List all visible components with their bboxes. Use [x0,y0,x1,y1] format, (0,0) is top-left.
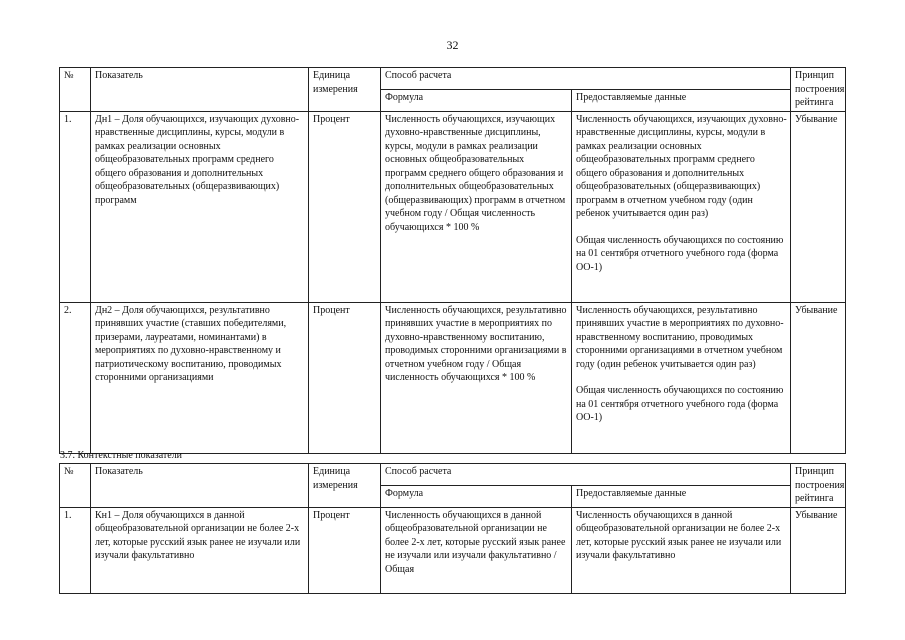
header-principle: Принцип построения рейтинга [791,464,846,508]
row-num: 1. [60,111,91,302]
row-formula: Численность обучающихся, изучающих духовно-нравственные дисциплины, курсы, модули в рамках реализации основных общеобразовательных программ среднего общего образования и дополнительных общеобразовательных (общеразвивающих) программ в отчетном учебном году / Общая численность обучающихся * 100 % [381,111,572,302]
table-row [60,111,846,302]
row-unit: Процент [309,507,381,593]
header-formula: Формула [381,89,572,111]
table-header-row-1 [60,68,846,90]
row-principle: Убывание [791,111,846,302]
header-indicator: Показатель [91,68,309,112]
table-row [60,302,846,453]
table-header-row-1 [60,464,846,486]
header-method: Способ расчета [381,68,791,90]
header-data: Предоставляемые данные [572,485,791,507]
row-data [572,302,791,453]
row-indicator: Дн1 – Доля обучающихся, изучающих духовно-нравственные дисциплины, курсы, модули в рамках реализации основных общеобразовательных программ среднего общего образования и дополнительных общеобразовательных (общеразвивающих) программ [91,111,309,302]
row-principle: Убывание [791,302,846,453]
row-data-part-2: Общая численность обучающихся по состоянию на 01 сентября отчетного учебного года (форма ОО-1) [576,234,784,273]
header-num: № [60,464,91,508]
header-unit: Единица измерения [309,464,381,508]
row-num: 2. [60,302,91,453]
row-data [572,111,791,302]
row-unit: Процент [309,111,381,302]
row-data: Численность обучающихся в данной общеобразовательной организации не более 2-х лет, которые русский язык ранее не изучали или изучали факультативно [572,507,791,593]
section-title: 3.7. Контекстные показатели [60,450,183,461]
row-data-part-1: Численность обучающихся, изучающих духовно-нравственные дисциплины, курсы, модули в рамках реализации основных общеобразовательных программ среднего общего образования и дополнительных общеобразовательных (общеразвивающих) программ в отчетном учебном году (один ребенок учитывается один раз) [576,113,787,219]
indicators-table [59,67,846,454]
context-indicators-table [59,463,846,594]
header-formula: Формула [381,485,572,507]
header-data: Предоставляемые данные [572,89,791,111]
row-formula: Численность обучающихся в данной общеобразовательной организации не более 2-х лет, которые русский язык ранее не изучали или изучали факультативно / Общая [381,507,572,593]
row-data-part-1: Численность обучающихся, результативно принявших участие в мероприятиях по духовно-нравственному воспитанию, проводимых сторонними организациями в отчетном учебном году (один ребенок учитывается один раз) [576,304,784,370]
row-indicator: Дн2 – Доля обучающихся, результативно принявших участие (ставших победителями, призерами, лауреатами, номинантами) в мероприятиях по духовно-нравственному и патриотическому воспитанию, проводимых сторонними организациями [91,302,309,453]
header-unit: Единица измерения [309,68,381,112]
header-indicator: Показатель [91,464,309,508]
page-number: 32 [446,38,459,52]
row-data-part-2: Общая численность обучающихся по состоянию на 01 сентября отчетного учебного года (форма ОО-1) [576,385,784,423]
row-indicator: Кн1 – Доля обучающихся в данной общеобразовательной организации не более 2-х лет, которые русский язык ранее не изучали или изучали факультативно [91,507,309,593]
row-formula: Численность обучающихся, результативно принявших участие в мероприятиях по духовно-нравственному воспитанию, проводимых сторонними организациями в отчетном учебном году / Общая численность обучающихся * 100 % [381,302,572,453]
header-method: Способ расчета [381,464,791,486]
header-num: № [60,68,91,112]
table-row [60,507,846,593]
row-unit: Процент [309,302,381,453]
header-principle: Принцип построения рейтинга [791,68,846,112]
row-num: 1. [60,507,91,593]
row-principle: Убывание [791,507,846,593]
